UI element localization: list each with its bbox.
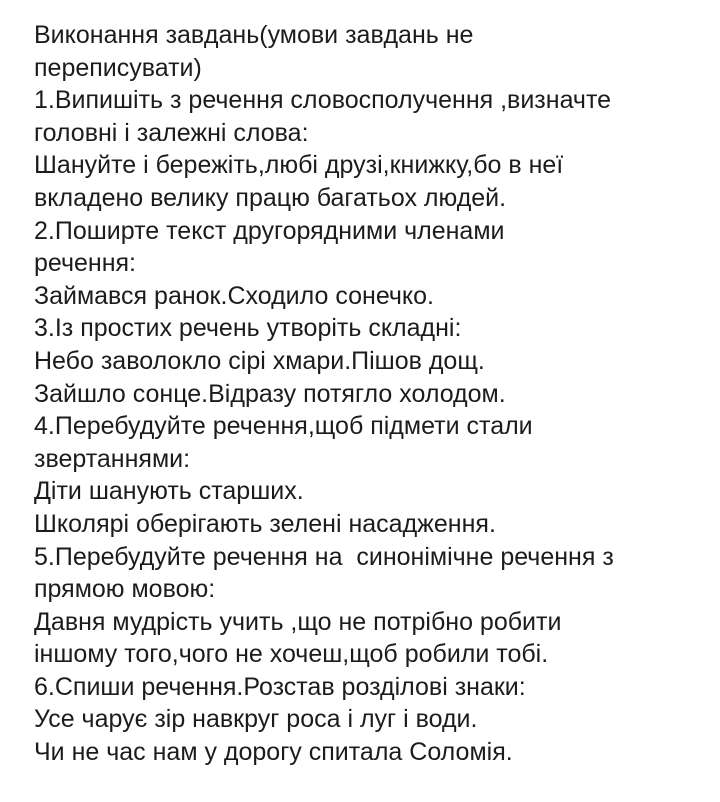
text-line: Займався ранок.Сходило сонечко. [34, 281, 434, 310]
text-line: Чи не час нам у дорогу спитала Соломія. [34, 738, 513, 767]
text-line: переписувати) [34, 53, 202, 82]
text-line: Зайшло сонце.Відразу потягло холодом. [34, 379, 506, 408]
text-line: вкладено велику працю багатьох людей. [34, 183, 507, 212]
text-line: Давня мудрість учить ,що не потрібно робити [34, 607, 562, 636]
text-line: прямою мовою: [34, 575, 216, 604]
text-line: Небо заволокло сірі хмари.Пішов дощ. [34, 346, 485, 375]
assignment-text [34, 19, 714, 769]
text-line: Діти шанують старших. [34, 477, 304, 506]
text-line: Шануйте і бережіть,любі друзі,книжку,бо в неї [34, 151, 564, 180]
text-line: 5.Перебудуйте речення на синонімічне речення з [34, 542, 614, 571]
text-line: 6.Спиши речення.Розстав розділові знаки: [34, 672, 526, 701]
text-line: головні і залежні слова: [34, 118, 309, 147]
text-line: іншому того,чого не хочеш,щоб робили тобі. [34, 640, 549, 669]
text-line: 4.Перебудуйте речення,щоб підмети стали [34, 412, 533, 441]
text-line: 3.Із простих речень утворіть складні: [34, 314, 462, 343]
text-line: речення: [34, 249, 137, 278]
text-line: звертаннями: [34, 444, 191, 473]
text-line: 2.Поширте текст другорядними членами [34, 216, 505, 245]
text-line: Усе чарує зір навкруг роса і луг і води. [34, 705, 478, 734]
text-line: Виконання завдань(умови завдань не [34, 21, 474, 49]
text-line: Школярі оберігають зелені насадження. [34, 509, 496, 538]
text-line: 1.Випишіть з речення словосполучення ,визначте [34, 86, 612, 115]
